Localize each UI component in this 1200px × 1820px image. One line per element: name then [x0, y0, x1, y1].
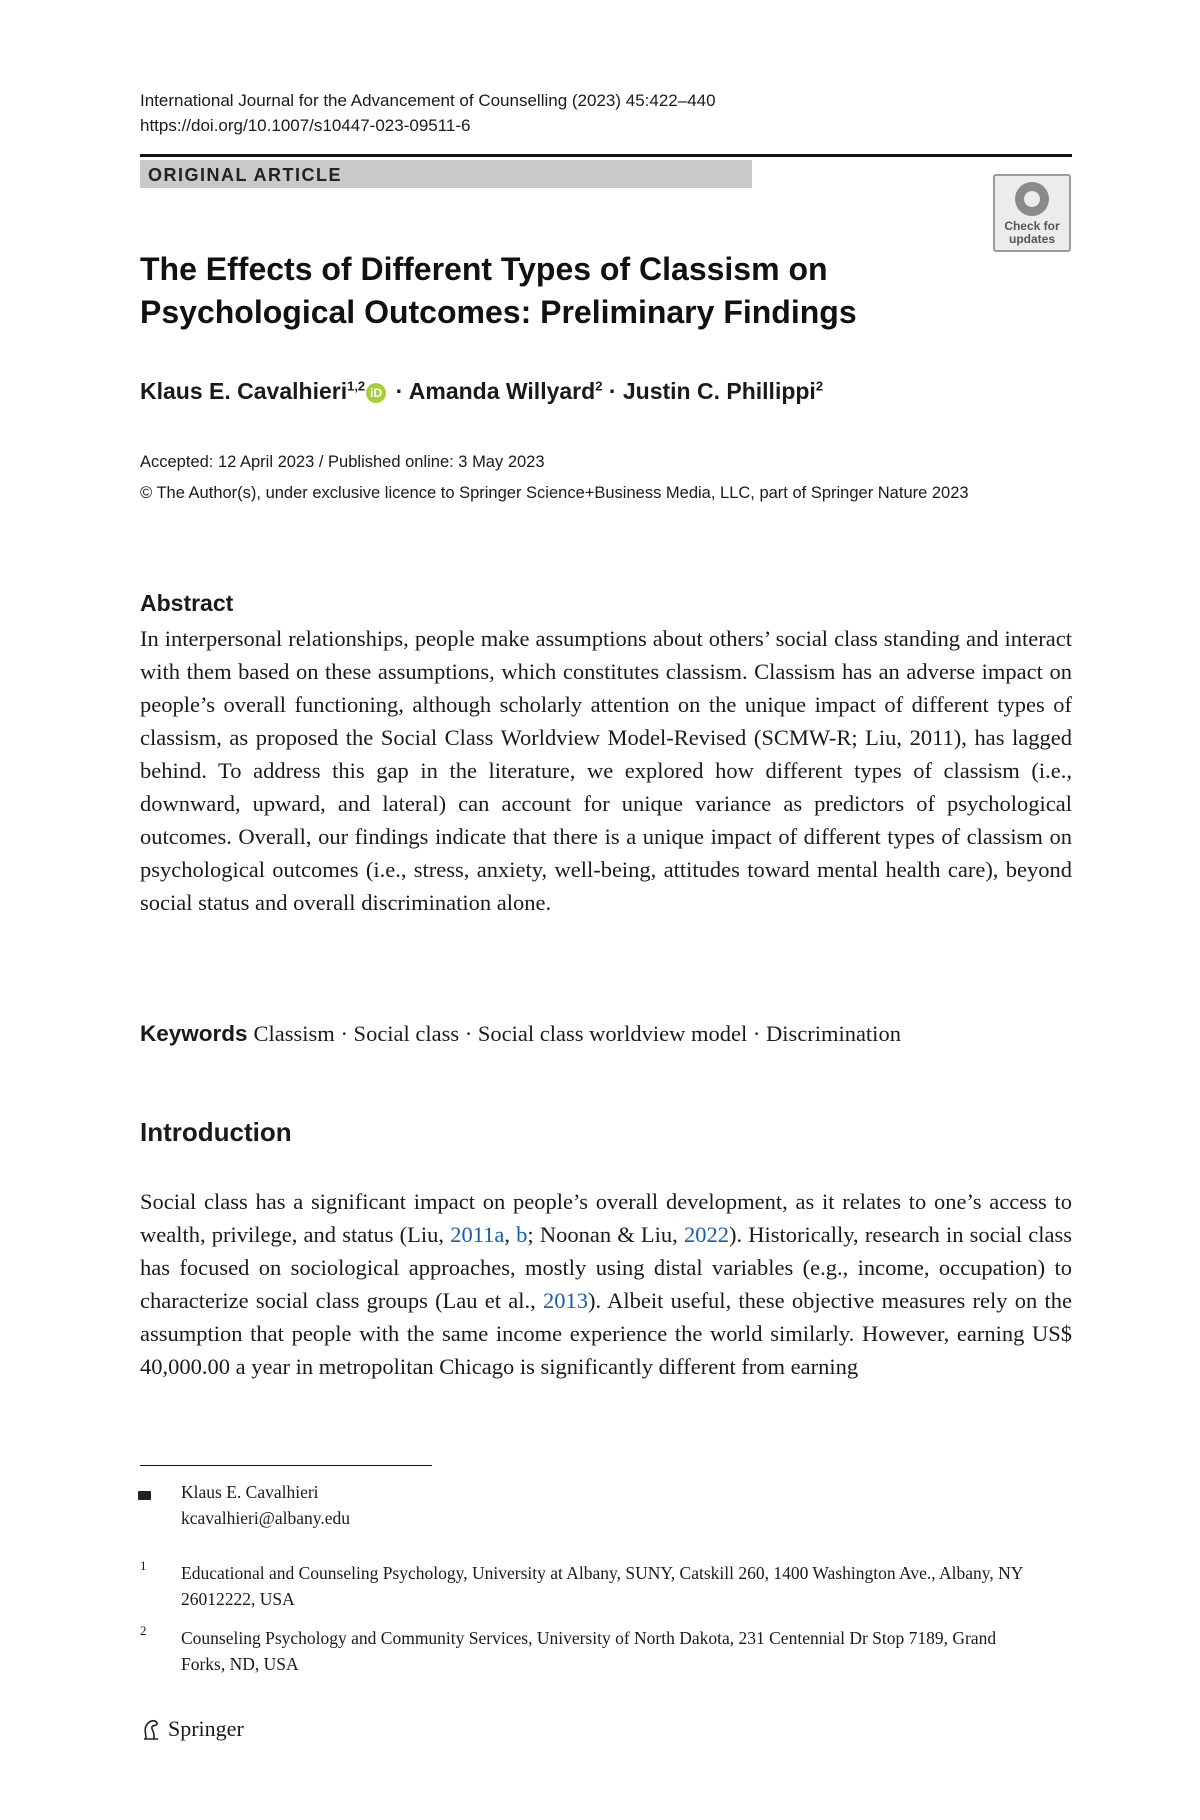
citation-link[interactable]: 2013 — [542, 1288, 588, 1313]
author-name[interactable]: Justin C. Phillippi — [622, 378, 816, 404]
article-type-label: ORIGINAL ARTICLE — [148, 165, 342, 185]
corresponding-author-email[interactable]: kcavalhieri@albany.edu — [181, 1508, 351, 1528]
intro-text-run: Social class has a significant impact on people’s overall development, as it relates to one’s access to wealth, privilege, and status (Liu, — [140, 1189, 1072, 1247]
author-name[interactable]: Klaus E. Cavalhieri — [140, 378, 348, 404]
section-heading-introduction: Introduction — [140, 1117, 292, 1147]
abstract-heading: Abstract — [140, 590, 234, 616]
citation-link[interactable]: 2022 — [683, 1222, 729, 1247]
keywords-list: Classism · Social class · Social class worldview model · Discrimination — [253, 1021, 901, 1046]
crossmark-icon — [1015, 182, 1049, 216]
author-affiliation-ref: 2 — [595, 378, 603, 394]
introduction-paragraph — [140, 1185, 1072, 1383]
orcid-icon[interactable]: iD — [366, 383, 386, 403]
intro-text-run: , — [504, 1222, 517, 1247]
affiliation-number: 2 — [140, 1623, 147, 1638]
crossmark-badge[interactable] — [993, 174, 1071, 252]
footnote-rule — [140, 1465, 432, 1466]
keywords — [140, 1021, 901, 1047]
doi-link[interactable]: https://doi.org/10.1007/s10447-023-09511-6 — [140, 116, 471, 135]
author-affiliation-ref: 2 — [815, 378, 824, 394]
author-list — [140, 378, 823, 405]
author-separator: · — [395, 378, 404, 404]
publisher-name: Springer — [168, 1716, 244, 1741]
author-separator: · — [608, 378, 617, 404]
corresponding-author-name: Klaus E. Cavalhieri — [181, 1482, 319, 1502]
keywords-label: Keywords — [140, 1021, 248, 1046]
affiliation-2: Counseling Psychology and Community Services, University of North Dakota, 231 Centennial Dr Stop 7189, Grand Forks, ND, USA — [181, 1628, 997, 1674]
citation-link[interactable]: 2011a — [450, 1222, 505, 1247]
article-title: The Effects of Different Types of Classism on Psychological Outcomes: Preliminary Findings — [140, 251, 857, 330]
crossmark-label-2: updates — [1008, 232, 1055, 246]
intro-text-run: ; Noonan & Liu, — [527, 1222, 684, 1247]
publisher-logo — [140, 1716, 244, 1742]
crossmark-label-1: Check for — [1004, 219, 1060, 233]
copyright-notice: © The Author(s), under exclusive licence to Springer Science+Business Media, LLC, part of Springer Nature 2023 — [140, 484, 969, 502]
author-name[interactable]: Amanda Willyard — [408, 378, 596, 404]
affiliation-number: 1 — [140, 1558, 147, 1573]
affiliation-1: Educational and Counseling Psychology, University at Albany, SUNY, Catskill 260, 1400 Washington Ave., Albany, NY 26012222, USA — [181, 1563, 1023, 1609]
author-affiliation-ref: 1,2 — [347, 378, 366, 394]
publication-dates: Accepted: 12 April 2023 / Published online: 3 May 2023 — [140, 453, 545, 471]
abstract-text: In interpersonal relationships, people make assumptions about others’ social class standing and interact with them based on these assumptions, which constitutes classism. Classism has an adverse impact on people’s overall functioning, although scholarly attention on the unique impact of different types of classism, as proposed the Social Class Worldview Model-Revised (SCMW-R; Liu, 2011), has lagged behind. To address this gap in the literature, we explored how different types of classism (i.e., downward, upward, and lateral) can account for unique variance as predictors of psychological outcomes. Overall, our findings indicate that there is a unique impact of different types of classism on psychological outcomes (i.e., stress, anxiety, well-being, attitudes toward mental health care), beyond social status and overall discrimination alone. — [140, 626, 1072, 915]
springer-horse-icon — [140, 1717, 162, 1741]
corresponding-author — [181, 1479, 350, 1531]
intro-text-run: ). Albeit useful, these objective measures rely on the assumption that people with the same income experience the world similarly. However, earning US$ 40,000.00 a year in metropolitan Chicago is significantly different from earning — [140, 1288, 1072, 1379]
envelope-icon — [138, 1491, 151, 1500]
header-rule — [140, 154, 1072, 157]
citation-link[interactable]: b — [516, 1222, 528, 1247]
intro-text-run: ). Historically, research in social class has focused on sociological approaches, mostly using distal variables (e.g., income, occupation) to characterize social class groups (Lau et al., — [140, 1222, 1073, 1313]
journal-citation: International Journal for the Advancement of Counselling (2023) 45:422–440 — [140, 91, 716, 110]
